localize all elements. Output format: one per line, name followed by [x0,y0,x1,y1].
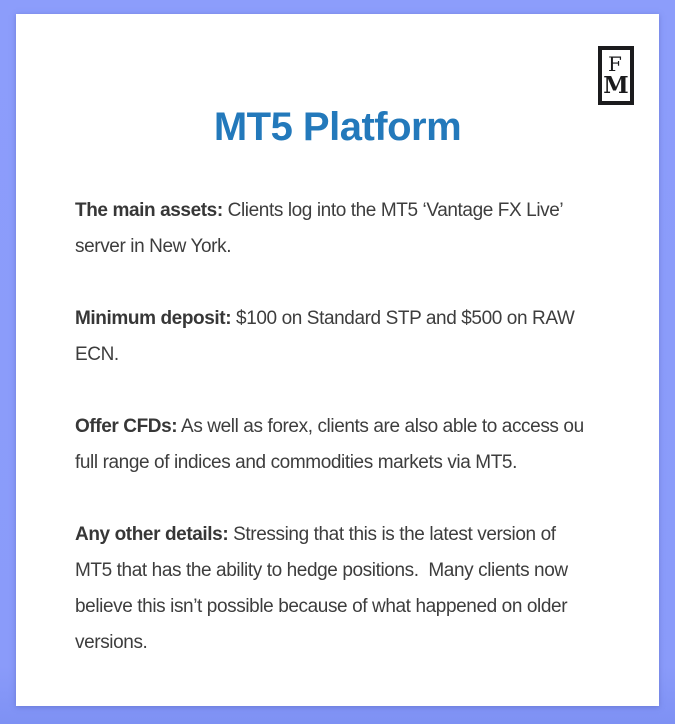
text-line: believe this isn’t possible because of what happened on older [75,596,568,617]
content-card [16,14,659,706]
paragraph-minimum-deposit [75,301,619,373]
paragraph-text: $100 on Standard STP and $500 on RAW [231,308,575,329]
fm-logo [598,46,634,105]
paragraph-other-details [75,517,619,661]
text-line: ECN. [75,344,119,365]
paragraph-text: As well as forex, clients are also able to access ou [177,416,584,437]
paragraph-label: Offer CFDs: [75,416,178,437]
paragraph-label: The main assets: [75,200,223,221]
text-line: versions. [75,632,148,653]
text-line [75,301,619,337]
paragraph-label: Minimum deposit: [75,308,232,329]
paragraph-label: Any other details: [75,524,229,545]
page-title: MT5 Platform [213,105,462,149]
paragraph-text: Stressing that this is the latest version of [228,524,556,545]
text-line: MT5 that has the ability to hedge positions. Many clients now [75,560,568,581]
text-line [75,193,619,229]
paragraph-main-assets [75,193,619,265]
text-line: server in New York. [75,236,232,257]
paragraph-offer-cfds [75,409,619,481]
paragraph-text: Clients log into the MT5 ‘Vantage FX Live’ [222,200,564,221]
fm-logo-letter-m: M [603,72,629,99]
text-line [75,409,619,445]
fm-logo-letter-f: F [608,52,622,76]
text-line [75,517,619,553]
article-body [16,193,659,661]
text-line: full range of indices and commodities markets via MT5. [75,452,517,473]
